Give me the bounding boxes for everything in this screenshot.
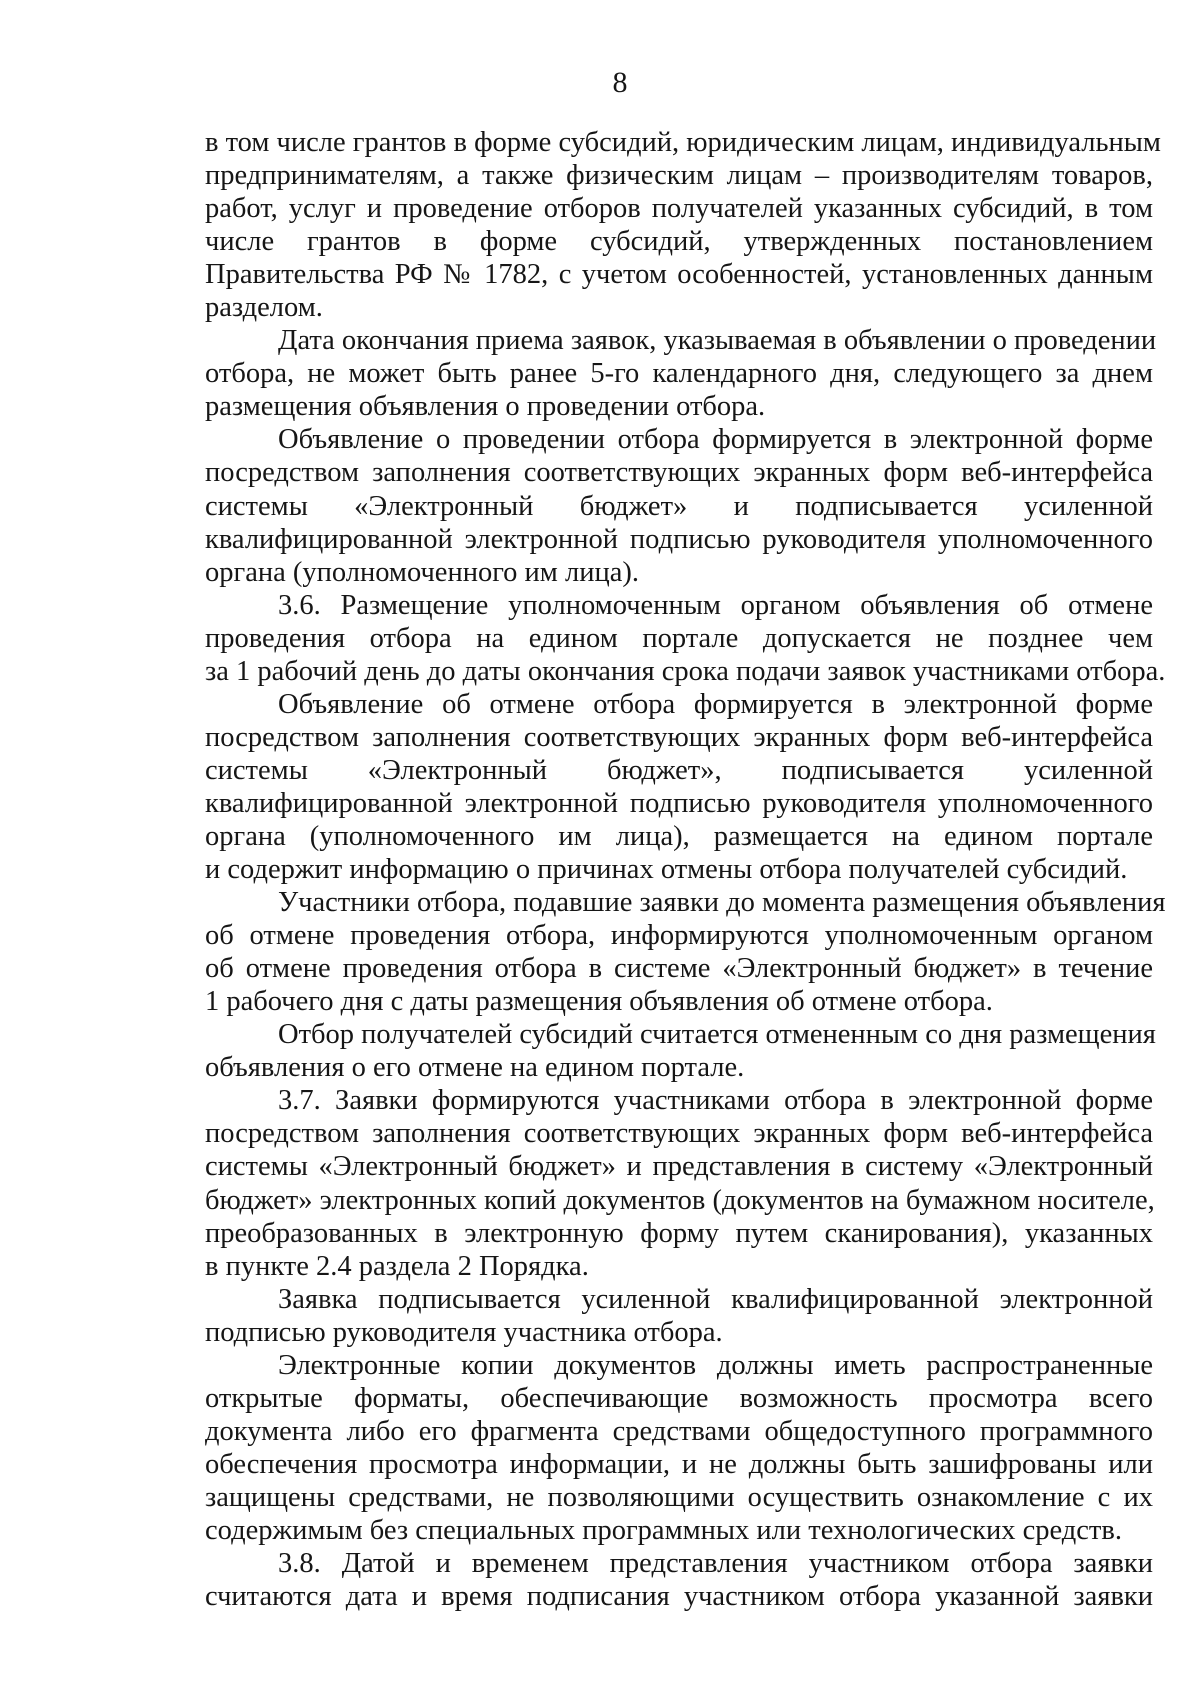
text-line: посредством заполнения соответствующих экранных форм веб-интерфейса [205, 1118, 1153, 1150]
text-line: содержимым без специальных программных или технологических средств. [205, 1514, 1122, 1546]
paragraph [205, 126, 1161, 324]
text-line: об отмене проведения отбора, информируются уполномоченным органом [205, 920, 1153, 952]
text-line: за 1 рабочий день до даты окончания срока подачи заявок участниками отбора. [205, 655, 1166, 687]
paragraph [205, 886, 1166, 1018]
text-line: 3.7. Заявки формируются участниками отбора в электронной форме [278, 1085, 1153, 1117]
text-line: посредством заполнения соответствующих экранных форм веб-интерфейса [205, 721, 1153, 753]
paragraph [205, 1547, 1153, 1613]
text-line: считаются дата и время подписания участником отбора указанной заявки [205, 1581, 1153, 1613]
text-line: Объявление о проведении отбора формируется в электронной форме [278, 424, 1153, 456]
text-line: системы «Электронный бюджет», подписывается усиленной [205, 754, 1153, 786]
paragraph [205, 1283, 1153, 1349]
text-line: защищены средствами, не позволяющими осуществить ознакомление с их [205, 1481, 1153, 1513]
text-line: разделом. [205, 292, 323, 324]
text-line: работ, услуг и проведение отборов получателей указанных субсидий, в том [205, 193, 1153, 225]
text-line: Электронные копии документов должны иметь распространенные [278, 1349, 1153, 1381]
text-line: документа либо его фрагмента средствами общедоступного программного [205, 1415, 1153, 1447]
text-line: органа (уполномоченного им лица). [205, 556, 639, 588]
text-line: бюджет» электронных копий документов (документов на бумажном носителе, [205, 1184, 1155, 1216]
paragraph [205, 423, 1153, 588]
text-line: отбора, не может быть ранее 5-го календарного дня, следующего за днем [205, 358, 1153, 390]
paragraph [205, 589, 1166, 688]
text-line: размещения объявления о проведении отбора. [205, 391, 766, 423]
text-line: 1 рабочего дня с даты размещения объявления об отмене отбора. [205, 986, 993, 1018]
text-line: преобразованных в электронную форму путем сканирования), указанных [205, 1217, 1153, 1249]
text-line: Отбор получателей субсидий считается отмененным со дня размещения [278, 1019, 1156, 1051]
text-line: Заявка подписывается усиленной квалифицированной электронной [278, 1283, 1153, 1315]
text-line: 3.8. Датой и временем представления участником отбора заявки [278, 1548, 1153, 1580]
text-line: в пункте 2.4 раздела 2 Порядка. [205, 1250, 589, 1282]
text-line: системы «Электронный бюджет» и представления в систему «Электронный [205, 1151, 1153, 1183]
text-line: об отмене проведения отбора в системе «Электронный бюджет» в течение [205, 953, 1153, 985]
body-text [205, 126, 1166, 1613]
text-line: объявления о его отмене на едином портале. [205, 1052, 745, 1084]
paragraph [205, 1018, 1156, 1084]
page-number: 8 [612, 66, 628, 99]
text-line: подписью руководителя участника отбора. [205, 1316, 723, 1348]
text-line: квалифицированной электронной подписью руководителя уполномоченного [205, 787, 1153, 819]
text-line: Объявление об отмене отбора формируется в электронной форме [278, 688, 1153, 720]
text-line: в том числе грантов в форме субсидий, юридическим лицам, индивидуальным [205, 127, 1161, 158]
text-line: и содержит информацию о причинах отмены отбора получателей субсидий. [205, 854, 1128, 886]
text-line: проведения отбора на едином портале допускается не позднее чем [205, 622, 1153, 654]
text-line: открытые форматы, обеспечивающие возможность просмотра всего [205, 1382, 1153, 1414]
paragraph [205, 1349, 1153, 1547]
text-line: посредством заполнения соответствующих экранных форм веб-интерфейса [205, 457, 1153, 489]
text-line: 3.6. Размещение уполномоченным органом объявления об отмене [278, 589, 1153, 621]
paragraph [205, 688, 1153, 886]
text-line: системы «Электронный бюджет» и подписывается усиленной [205, 490, 1153, 522]
text-line: Правительства РФ № 1782, с учетом особенностей, установленных данным [205, 259, 1153, 291]
text-line: обеспечения просмотра информации, и не должны быть зашифрованы или [205, 1448, 1153, 1480]
paragraph [205, 324, 1157, 423]
text-line: органа (уполномоченного им лица), размещается на едином портале [205, 820, 1153, 852]
text-line: Участники отбора, подавшие заявки до момента размещения объявления [278, 887, 1166, 919]
text-line: предпринимателям, а также физическим лицам – производителям товаров, [205, 160, 1153, 192]
paragraph [205, 1084, 1153, 1282]
text-line: квалифицированной электронной подписью руководителя уполномоченного [205, 523, 1153, 555]
text-line: числе грантов в форме субсидий, утвержденных постановлением [205, 226, 1153, 258]
text-line: Дата окончания приема заявок, указываемая в объявлении о проведении [278, 325, 1157, 357]
